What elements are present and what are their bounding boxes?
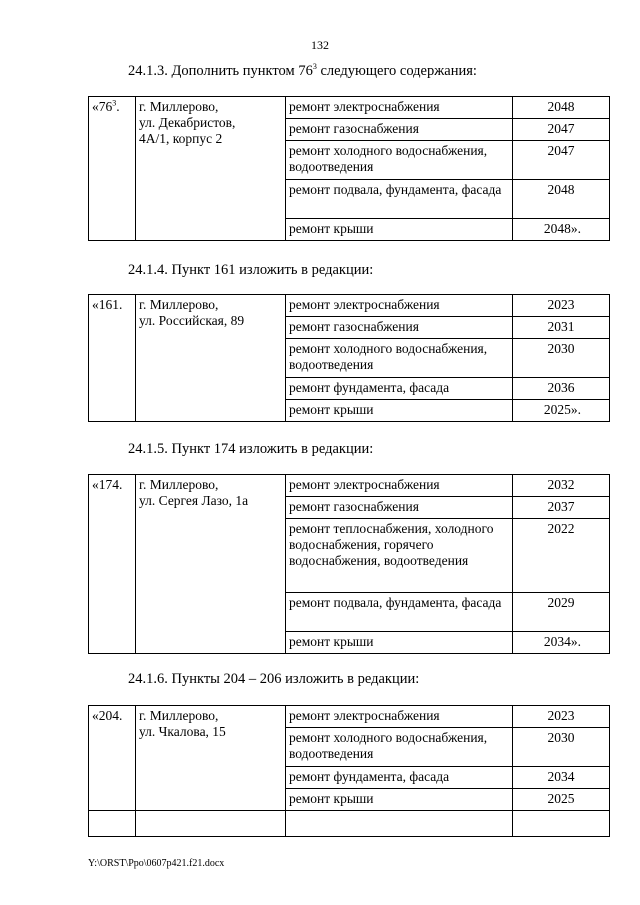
- empty-cell: [513, 811, 610, 837]
- address-cell: г. Миллерово, ул. Сергея Лазо, 1а: [136, 475, 286, 654]
- work-cell: ремонт крыши: [286, 219, 513, 241]
- address-cell: г. Миллерово, ул. Декабристов, 4А/1, корпус 2: [136, 97, 286, 241]
- work-cell: ремонт крыши: [286, 789, 513, 811]
- work-cell: ремонт крыши: [286, 400, 513, 422]
- empty-cell: [286, 811, 513, 837]
- year-cell: 2031: [513, 317, 610, 339]
- repair-table-1: [88, 96, 610, 241]
- year-cell: 2047: [513, 119, 610, 141]
- page-number: 132: [311, 38, 329, 52]
- file-path-footer: Y:\ORST\Ppo\0607p421.f21.docx: [88, 858, 225, 869]
- year-cell: 2025».: [513, 400, 610, 422]
- repair-table-2: [88, 294, 610, 422]
- work-cell: ремонт теплоснабжения, холодного водоснабжения, горячего водоснабжения, водоотведения: [286, 519, 513, 593]
- work-cell: ремонт электроснабжения: [286, 475, 513, 497]
- work-cell: ремонт холодного водоснабжения, водоотведения: [286, 728, 513, 767]
- year-cell: 2034».: [513, 632, 610, 654]
- section-heading-3: 24.1.5. Пункт 174 изложить в редакции:: [128, 441, 374, 457]
- work-cell: ремонт холодного водоснабжения, водоотведения: [286, 141, 513, 180]
- work-cell: ремонт электроснабжения: [286, 295, 513, 317]
- year-cell: 2025: [513, 789, 610, 811]
- item-number: «161.: [89, 295, 136, 422]
- repair-table-3: [88, 474, 610, 654]
- year-cell: 2032: [513, 475, 610, 497]
- empty-cell: [136, 811, 286, 837]
- year-cell: 2029: [513, 593, 610, 632]
- year-cell: 2037: [513, 497, 610, 519]
- year-cell: 2047: [513, 141, 610, 180]
- item-number: «$76^3$.: [89, 97, 136, 241]
- work-cell: ремонт газоснабжения: [286, 497, 513, 519]
- empty-cell: [89, 811, 136, 837]
- year-cell: 2048».: [513, 219, 610, 241]
- repair-table-4: [88, 705, 610, 837]
- year-cell: 2036: [513, 378, 610, 400]
- work-cell: ремонт подвала, фундамента, фасада: [286, 180, 513, 219]
- year-cell: 2022: [513, 519, 610, 593]
- year-cell: 2048: [513, 97, 610, 119]
- section-heading-2: 24.1.4. Пункт 161 изложить в редакции:: [128, 262, 374, 278]
- year-cell: 2048: [513, 180, 610, 219]
- year-cell: 2030: [513, 728, 610, 767]
- work-cell: ремонт электроснабжения: [286, 706, 513, 728]
- year-cell: 2030: [513, 339, 610, 378]
- work-cell: ремонт фундамента, фасада: [286, 378, 513, 400]
- section-heading-1: 24.1.3. Дополнить пунктом $76^3$ следующего содержания:: [128, 62, 477, 79]
- year-cell: 2023: [513, 706, 610, 728]
- address-cell: г. Миллерово, ул. Российская, 89: [136, 295, 286, 422]
- work-cell: ремонт крыши: [286, 632, 513, 654]
- item-number: «204.: [89, 706, 136, 811]
- work-cell: ремонт газоснабжения: [286, 119, 513, 141]
- work-cell: ремонт электроснабжения: [286, 97, 513, 119]
- address-cell: г. Миллерово, ул. Чкалова, 15: [136, 706, 286, 811]
- work-cell: ремонт подвала, фундамента, фасада: [286, 593, 513, 632]
- year-cell: 2034: [513, 767, 610, 789]
- year-cell: 2023: [513, 295, 610, 317]
- section-heading-4: 24.1.6. Пункты 204 – 206 изложить в редакции:: [128, 671, 420, 687]
- item-number: «174.: [89, 475, 136, 654]
- work-cell: ремонт фундамента, фасада: [286, 767, 513, 789]
- work-cell: ремонт газоснабжения: [286, 317, 513, 339]
- work-cell: ремонт холодного водоснабжения, водоотведения: [286, 339, 513, 378]
